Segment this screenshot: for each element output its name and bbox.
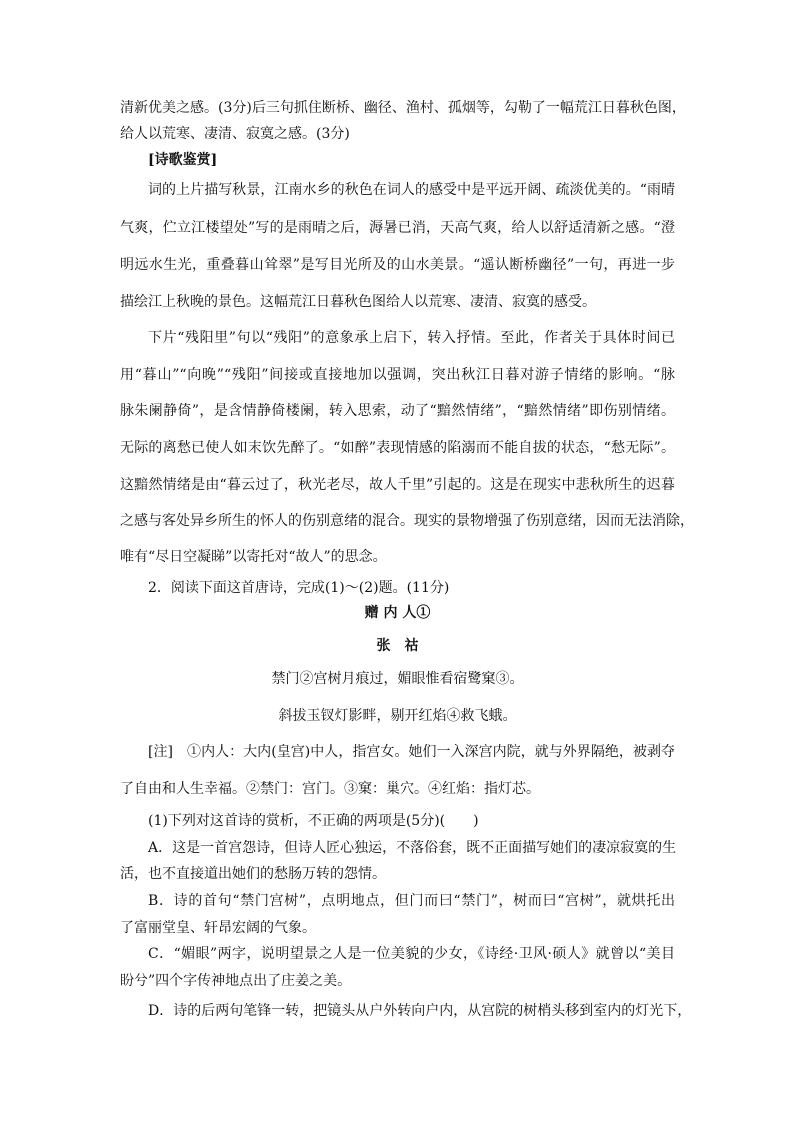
option-b-line: 了富丽堂皇、轩昂宏阔的气象。 bbox=[120, 920, 316, 936]
option-c-line: 盼兮”四个字传神地点出了庄姜之美。 bbox=[120, 973, 352, 989]
poem-line: 禁门②宫树月痕过，媚眼惟看宿鹭窠③。 bbox=[271, 671, 524, 687]
sub-question-stem: (1)下列对这首诗的赏析，不正确的两项是(5分)( ) bbox=[148, 813, 479, 829]
poem-title: 赠 内 人① bbox=[364, 605, 431, 621]
option-a-line: 活，也不直接道出她们的愁肠万转的怨情。 bbox=[120, 866, 386, 882]
question-intro: 2．阅读下面这首唐诗，完成(1)～(2)题。(11分) bbox=[148, 580, 450, 596]
answer-line: 清新优美之感。(3分)后三句抓住断桥、幽径、渔村、孤烟等，勾勒了一幅荒江日暮秋色图， bbox=[120, 100, 686, 116]
note-line: [注] ①内人：大内(皇宫)中人，指宫女。她们一入深宫内院，就与外界隔绝，被剥夺 bbox=[148, 744, 675, 760]
note-line: 了自由和人生幸福。②禁门：宫门。③窠：巢穴。④红焰：指灯芯。 bbox=[120, 781, 540, 797]
paragraph-line: 词的上片描写秋景，江南水乡的秋色在词人的感受中是平远开阔、疏淡优美的。“雨晴 bbox=[148, 182, 675, 198]
paragraph-line: 无际的离愁已使人如末饮先醉了。“如醉”表现情感的陷溺而不能自拔的状态，“愁无际”。 bbox=[120, 440, 675, 456]
option-a-line: A．这是一首宫怨诗，但诗人匠心独运，不落俗套，既不正面描写她们的凄凉寂寞的生 bbox=[148, 840, 677, 856]
answer-line: 给人以荒寒、凄清、寂寞之感。(3分) bbox=[120, 126, 350, 142]
paragraph-line: 用“暮山”“向晚”“残阳”间接或直接地加以强调，突出秋江日暮对游子情绪的影响。“脉 bbox=[120, 367, 675, 383]
paragraph-line: 之感与客处异乡所生的怀人的伤别意绪的混合。现实的景物增强了伤别意绪，因而无法消除， bbox=[120, 513, 694, 529]
poem-author: 张 祜 bbox=[376, 638, 419, 654]
paragraph-line: 下片“残阳里”句以“残阳”的意象承上启下，转入抒情。至此，作者关于具体时间已 bbox=[148, 330, 675, 346]
paragraph-line: 这黯然情绪是由“暮云过了，秋光老尽，故人千里”引起的。这是在现实中悲秋所生的迟暮 bbox=[120, 477, 675, 493]
option-c-line: C．“媚眼”两字，说明望景之人是一位美貌的少女，《诗经·卫风·硕人》就曾以“美目 bbox=[148, 946, 675, 962]
option-d-line: D．诗的后两句笔锋一转，把镜头从户外转向户内，从宫院的树梢头移到室内的灯光下， bbox=[148, 1003, 692, 1019]
paragraph-line: 描绘江上秋晚的景色。这幅荒江日暮秋色图给人以荒寒、凄清、寂寞的感受。 bbox=[120, 294, 596, 310]
paragraph-line: 脉朱阑静倚”，是含情静倚楼阑，转入思索，动了“黯然情绪”，“黯然情绪”即伤别情绪。 bbox=[120, 403, 675, 419]
paragraph-line: 气爽，伫立江楼望处”写的是雨晴之后，溽暑已消，天高气爽，给人以舒适清新之感。“澄 bbox=[120, 220, 675, 236]
paragraph-line: 唯有“尽日空凝睇”以寄托对“故人”的思念。 bbox=[120, 549, 387, 565]
option-b-line: B．诗的首句“禁门宫树”，点明地点，但门而曰“禁门”，树而曰“宫树”，就烘托出 bbox=[148, 893, 675, 909]
section-heading: [诗歌鉴赏] bbox=[148, 152, 218, 168]
paragraph-line: 明远水生光，重叠暮山耸翠”是写目光所及的山水美景。“遥认断桥幽径”一句，再进一步 bbox=[120, 257, 675, 273]
poem-line: 斜拔玉钗灯影畔，剔开红焰④救飞蛾。 bbox=[278, 708, 517, 724]
